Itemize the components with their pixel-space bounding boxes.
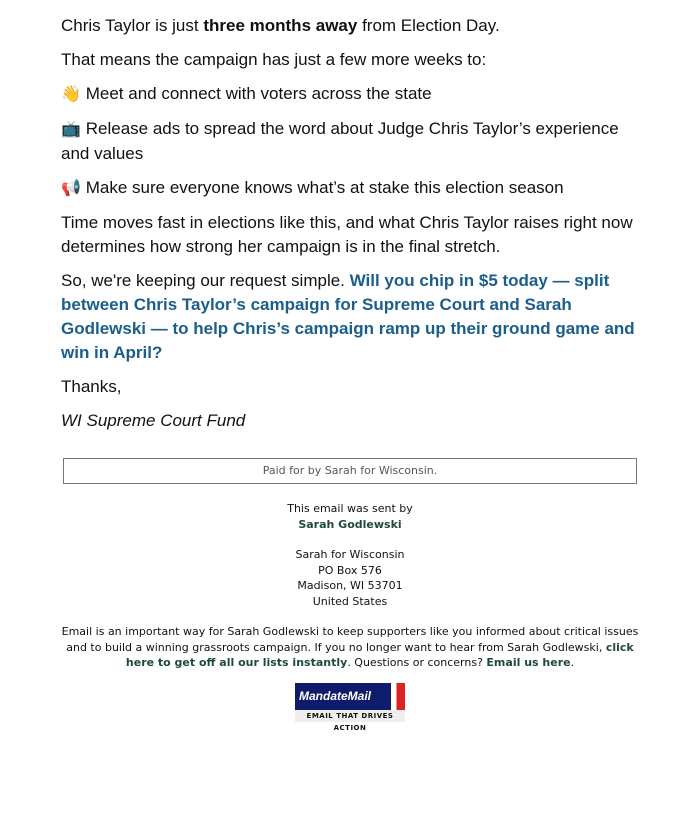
flag-icon	[391, 683, 405, 710]
signature: WI Supreme Court Fund	[61, 411, 246, 430]
unsubscribe-link[interactable]: click here to get off all our lists instantly	[125, 640, 634, 669]
intro-text: Chris Taylor is just	[61, 16, 204, 35]
paid-for-disclaimer: Paid for by Sarah for Wisconsin.	[63, 458, 637, 484]
address-line: PO Box 576	[318, 563, 382, 577]
thanks-text: Thanks,	[61, 377, 122, 396]
donate-cta-link[interactable]: Will you chip in $5 today — split between Chris Taylor’s campaign for Supreme Court and Sarah Godlewski — to help Chris’s campaign ramp up their ground game and win in April?	[61, 271, 635, 362]
logo-name: MandateMail	[299, 688, 372, 703]
legal-body: Email is an important way for Sarah Godlewski to keep supporters like you informed about critical issues and to build a winning grassroots campaign. If you no longer want to hear from Sarah Godlewski,	[61, 625, 639, 654]
megaphone-icon: 📢	[61, 180, 81, 197]
bullet-text: Release ads to spread the word about Judge Chris Taylor’s experience and values	[61, 119, 619, 163]
bullet-item	[61, 117, 646, 166]
sender-link[interactable]: Sarah Godlewski	[298, 517, 402, 531]
email-footer	[63, 458, 637, 734]
period: .	[570, 656, 575, 669]
address-line: Madison, WI 53701	[297, 579, 403, 592]
legal-text	[57, 624, 643, 671]
weeks-paragraph: That means the campaign has just a few more weeks to:	[61, 50, 487, 69]
postal-address	[63, 547, 637, 609]
sent-by-label: This email was sent by	[287, 502, 413, 515]
intro-paragraph	[61, 14, 646, 38]
logo-tagline: EMAIL THAT DRIVES ACTION	[295, 710, 405, 722]
bullet-text: Meet and connect with voters across the state	[85, 84, 432, 103]
waving-hand-icon: 👋	[61, 86, 81, 103]
ask-text: So, we're keeping our request simple.	[61, 271, 350, 290]
intro-text-end: from Election Day.	[357, 16, 500, 35]
email-us-link[interactable]: Email us here	[486, 656, 571, 669]
time-paragraph: Time moves fast in elections like this, and what Chris Taylor raises right now determines how strong her campaign is in the final stretch.	[61, 213, 633, 256]
address-line: United States	[312, 594, 388, 608]
address-line: Sarah for Wisconsin	[295, 548, 405, 561]
intro-bold: three months away	[203, 16, 358, 35]
bullet-text: Make sure everyone knows what’s at stake this election season	[85, 178, 564, 197]
television-icon: 📺	[61, 121, 81, 138]
mandatemail-logo[interactable]	[295, 683, 405, 732]
bullet-item	[61, 82, 646, 107]
email-body	[61, 14, 646, 443]
questions-text: . Questions or concerns?	[347, 656, 487, 669]
ask-paragraph	[61, 269, 646, 365]
bullet-item	[61, 176, 646, 201]
